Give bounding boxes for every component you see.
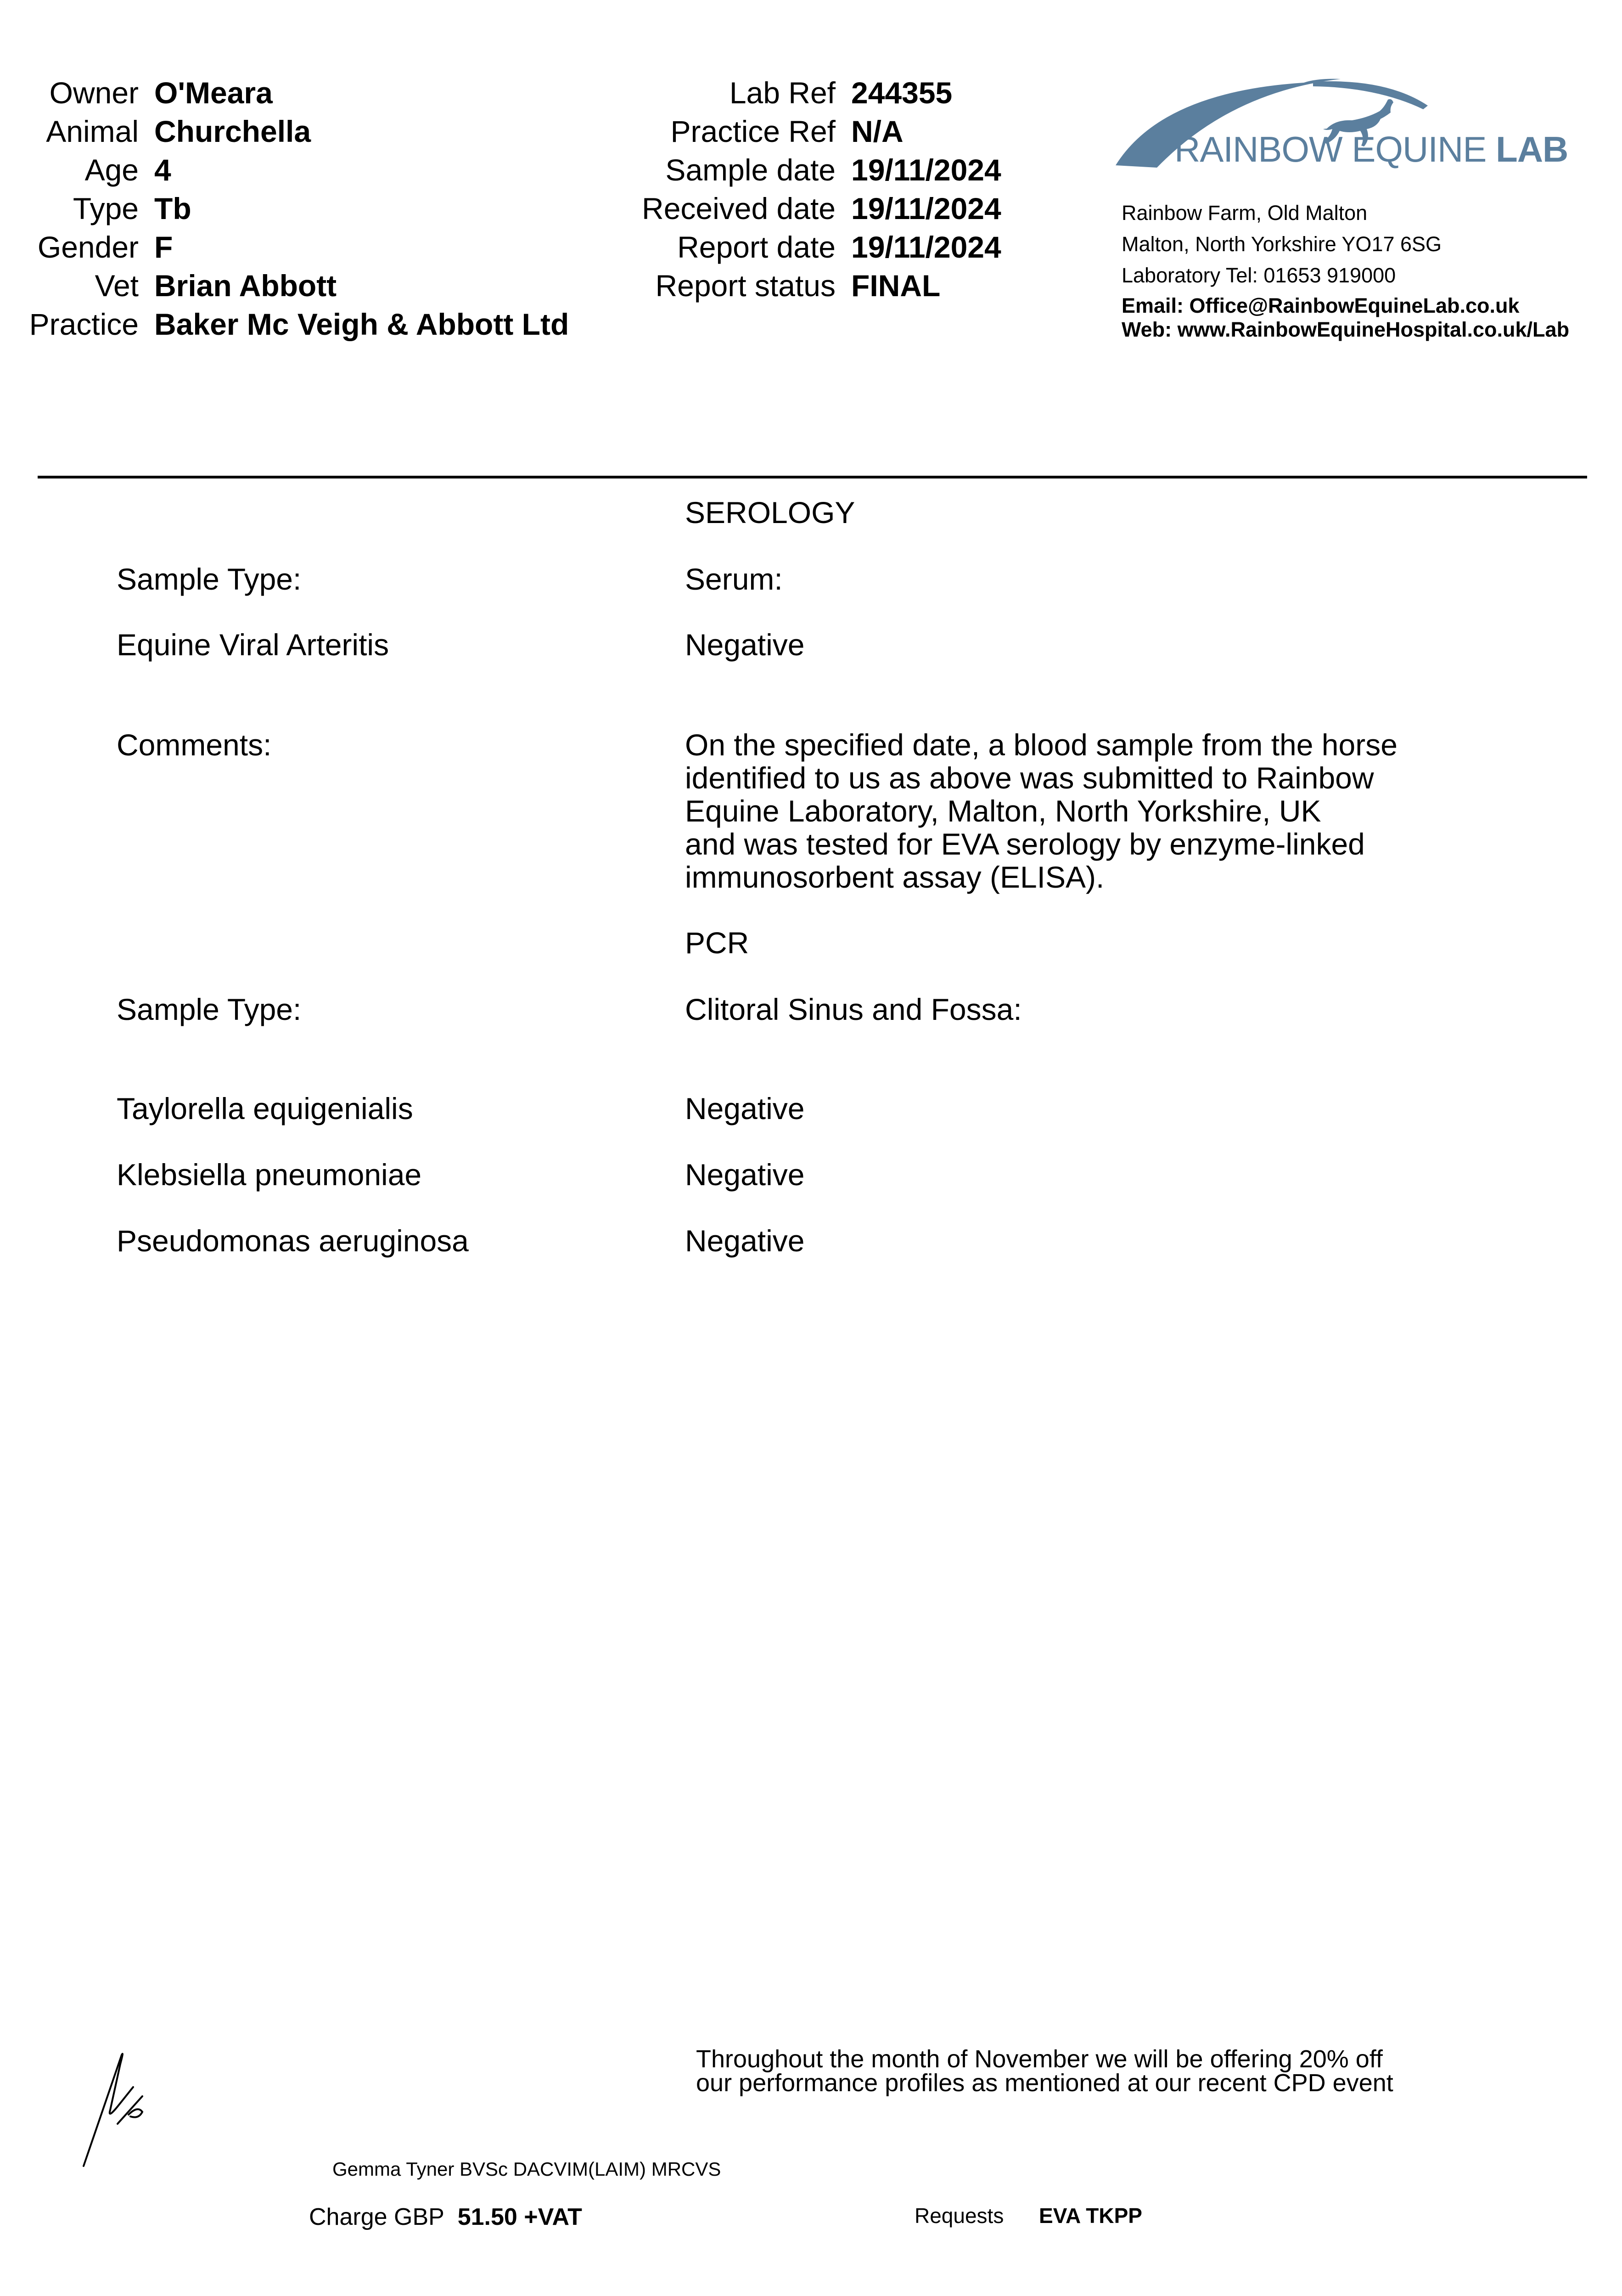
lab-reference-info [474,73,1001,305]
lab-ref-value: 244355 [851,76,953,110]
sample-date-row [474,151,1001,189]
animal-label: Animal [46,114,139,148]
requests [915,2203,1142,2228]
animal-value: Churchella [154,114,311,148]
serology-heading: SEROLOGY [685,495,855,529]
vet-label: Vet [95,269,139,303]
requests-label: Requests [915,2204,1004,2228]
pcr-sample-type-value: Clitoral Sinus and Fossa: [685,992,1022,1026]
address-line-1: Rainbow Farm, Old Malton [1122,201,1368,225]
lab-ref-row [474,73,1001,112]
serology-sample-type-value: Serum: [685,562,783,596]
comments-line: Equine Laboratory, Malton, North Yorkshire, UK [685,794,1321,828]
vet-value: Brian Abbott [154,269,337,303]
comments-line: On the specified date, a blood sample from the horse [685,728,1398,762]
signature-icon [78,2046,170,2174]
header-divider [38,476,1587,478]
pcr-test-name: Pseudomonas aeruginosa [117,1224,469,1258]
pcr-test-name: Klebsiella pneumoniae [117,1158,422,1192]
address-line-2: Malton, North Yorkshire YO17 6SG [1122,232,1442,256]
eva-test-result: Negative [685,628,805,662]
report-status-value: FINAL [851,269,941,303]
practice-label: Practice [29,307,139,341]
type-value: Tb [154,191,191,225]
requests-value: EVA TKPP [1039,2204,1142,2228]
lab-ref-label: Lab Ref [729,76,836,110]
signatory-name: Gemma Tyner BVSc DACVIM(LAIM) MRCVS [332,2158,721,2180]
type-label: Type [73,191,139,225]
gender-label: Gender [37,230,139,264]
report-status-label: Report status [655,269,836,303]
owner-label: Owner [49,76,139,110]
received-date-value: 19/11/2024 [851,191,1001,225]
report-date-value: 19/11/2024 [851,230,1001,264]
lab-website: Web: www.RainbowEquineHospital.co.uk/Lab [1122,318,1570,341]
received-date-label: Received date [642,191,836,225]
promo-line-1: Throughout the month of November we will be offering 20% off [696,2045,1383,2073]
report-status-row [474,266,1001,305]
sample-date-label: Sample date [665,153,836,187]
logo-wordmark [1174,129,1568,170]
received-date-row [474,189,1001,228]
practice-ref-label: Practice Ref [670,114,836,148]
promo-line-2: our performance profiles as mentioned at our recent CPD event [696,2069,1393,2097]
comments-line: immunosorbent assay (ELISA). [685,860,1105,894]
comments-label: Comments: [117,728,272,762]
lab-contact [1122,197,1569,342]
age-value: 4 [154,153,171,187]
comments-line: and was tested for EVA serology by enzyme-linked [685,827,1365,861]
report-date-row [474,228,1001,266]
practice-ref-value: N/A [851,114,904,148]
gender-value: F [154,230,173,264]
pcr-test-result: Negative [685,1092,805,1125]
charge [309,2203,582,2231]
report-date-label: Report date [677,230,836,264]
pcr-test-name: Taylorella equigenialis [117,1092,413,1125]
comments-text [685,728,1398,894]
lab-email: Email: Office@RainbowEquineLab.co.uk [1122,294,1520,317]
pcr-sample-type-label: Sample Type: [117,992,302,1026]
logo-text-main: RAINBOW EQUINE [1174,129,1496,169]
logo-text-bold: LAB [1496,129,1568,169]
practice-value: Baker Mc Veigh & Abbott Ltd [154,307,569,341]
age-label: Age [84,153,139,187]
charge-value: 51.50 +VAT [457,2204,582,2230]
promo-note [696,2047,1393,2095]
practice-row [0,305,569,343]
charge-label: Charge GBP [309,2204,444,2230]
lab-logo [1111,73,1568,179]
eva-test-name: Equine Viral Arteritis [117,628,389,662]
practice-ref-row [474,112,1001,151]
sample-date-value: 19/11/2024 [851,153,1001,187]
comments-line: identified to us as above was submitted to Rainbow [685,761,1374,795]
lab-telephone: Laboratory Tel: 01653 919000 [1122,264,1396,287]
pcr-test-result: Negative [685,1224,805,1258]
owner-value: O'Meara [154,76,273,110]
pcr-heading: PCR [685,926,749,960]
serology-sample-type-label: Sample Type: [117,562,302,596]
pcr-test-result: Negative [685,1158,805,1192]
